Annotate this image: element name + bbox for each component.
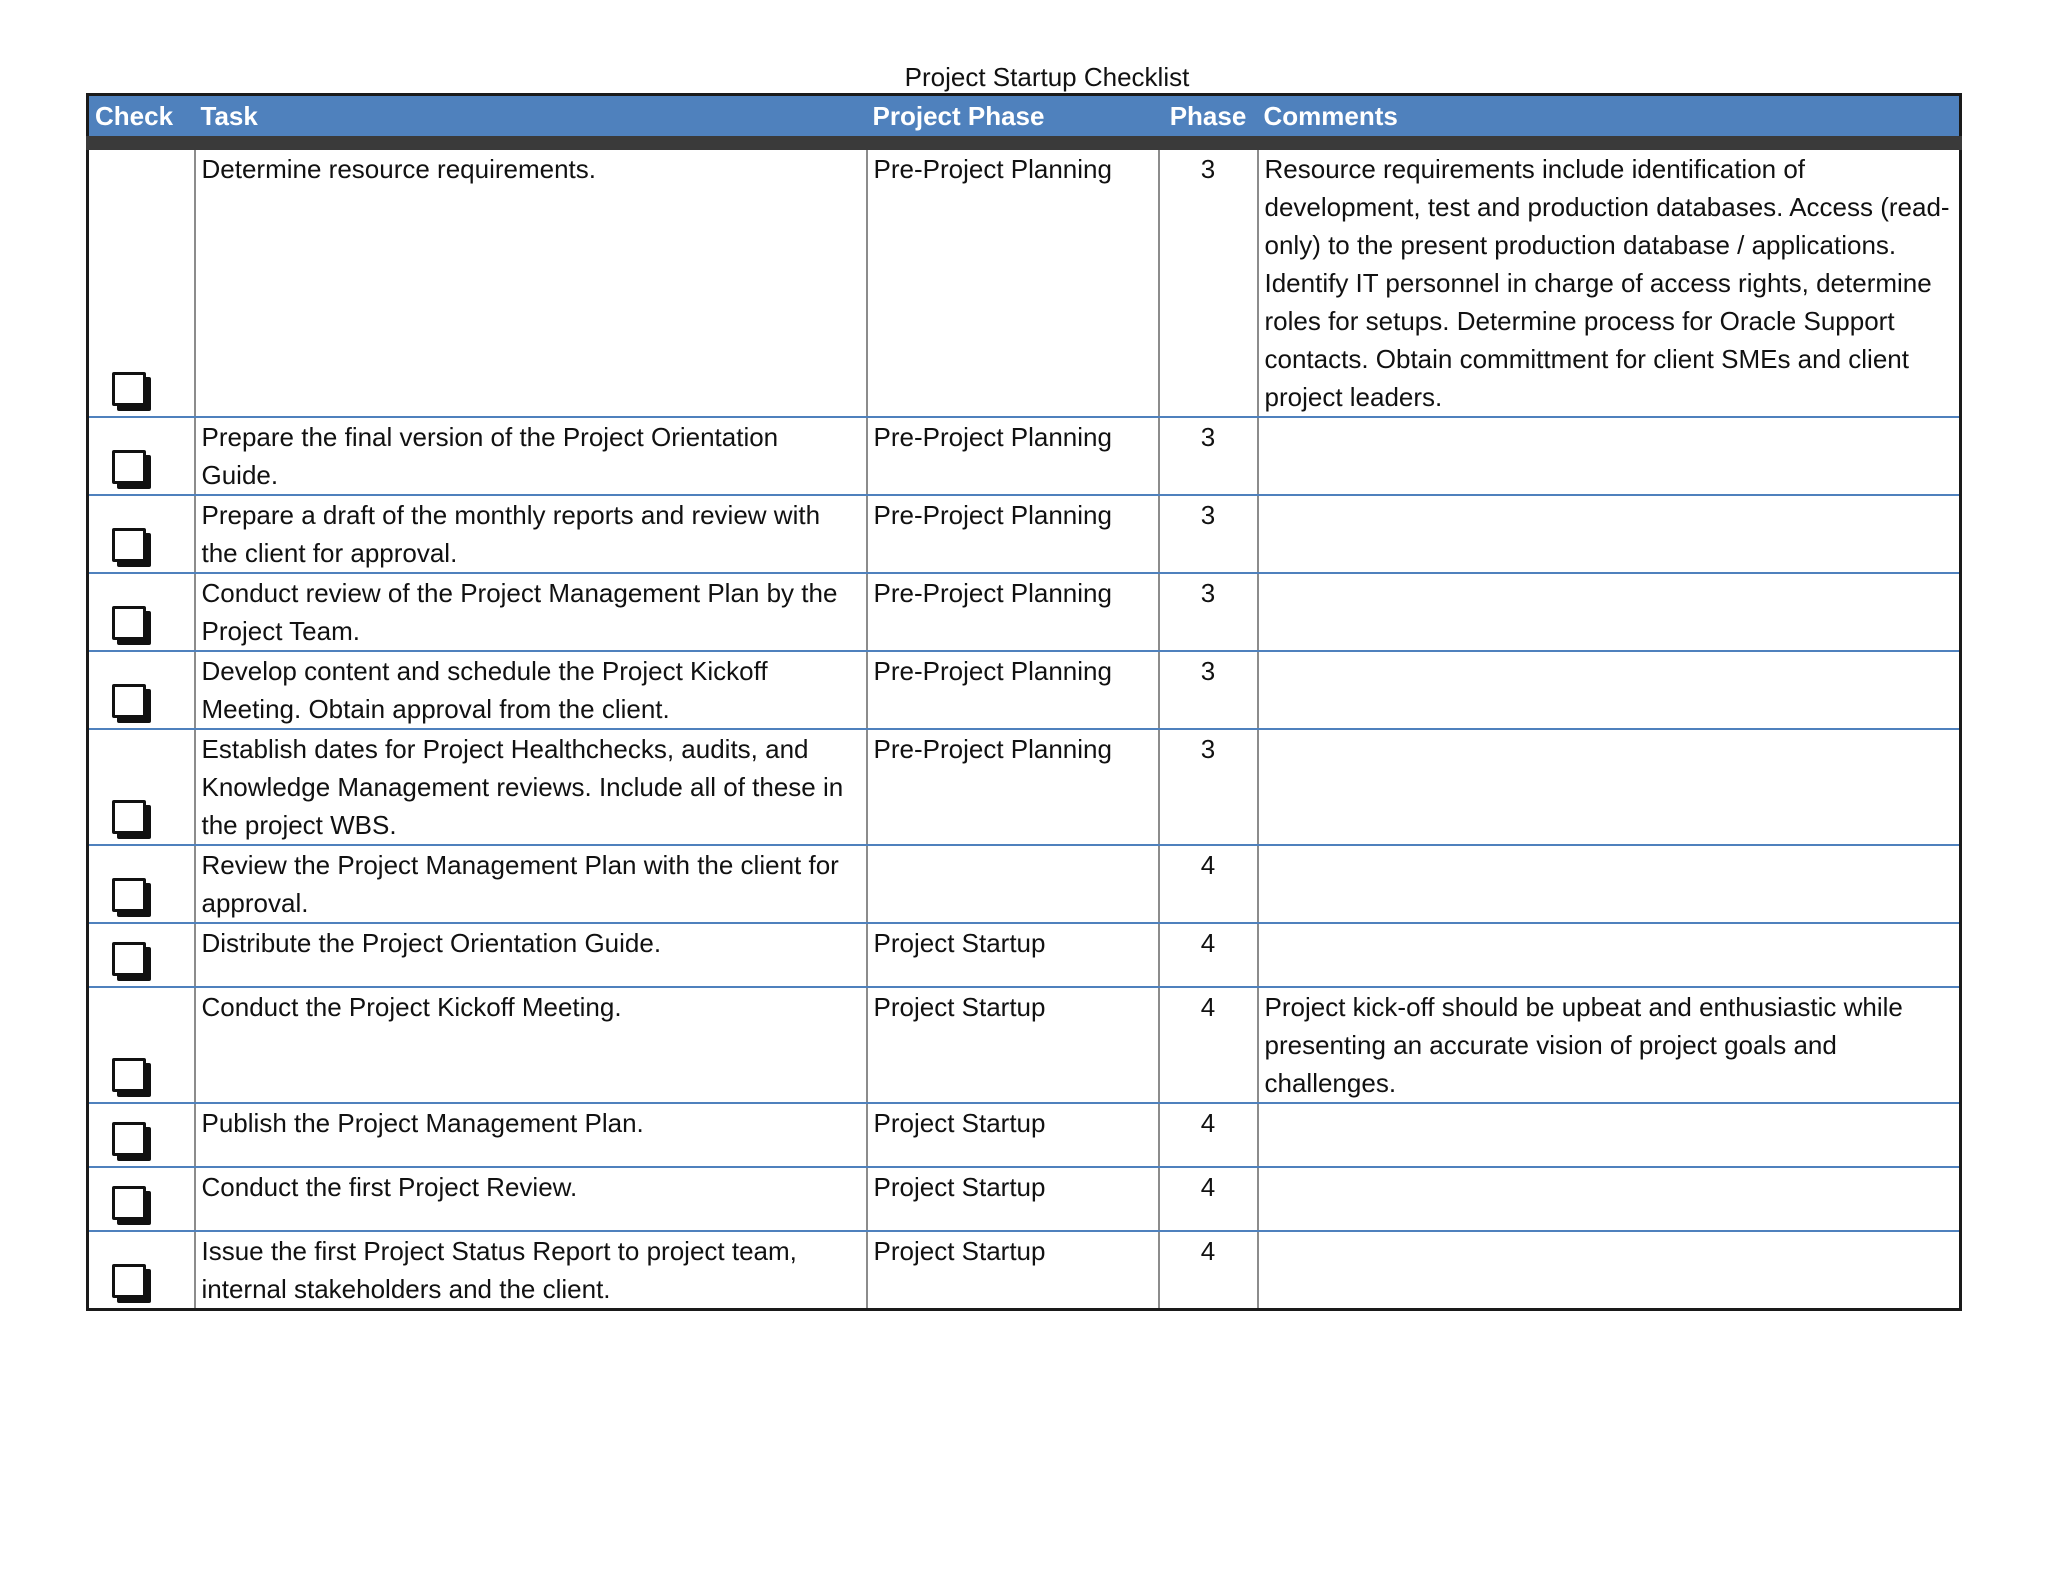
column-header-task: Task: [195, 95, 867, 144]
project-phase-cell: Pre-Project Planning: [867, 143, 1159, 417]
checkbox[interactable]: [112, 1058, 146, 1092]
project-phase-cell: Project Startup: [867, 987, 1159, 1103]
check-cell: [88, 987, 195, 1103]
table-row: [88, 495, 1961, 573]
checkbox[interactable]: [112, 372, 146, 406]
checklist-table: [86, 93, 1962, 1311]
project-phase-cell: Pre-Project Planning: [867, 573, 1159, 651]
column-header-comments: Comments: [1258, 95, 1961, 144]
check-cell: [88, 1167, 195, 1231]
phase-cell: 3: [1159, 495, 1258, 573]
comments-cell: Resource requirements include identification of development, test and production databases. Access (read-only) to the present production database / applications. Identify IT personnel in charge of access rights, determine roles for setups. Determine process for Oracle Support contacts. Obtain committment for client SMEs and client project leaders.: [1258, 143, 1961, 417]
table-row: [88, 1167, 1961, 1231]
comments-cell: [1258, 1231, 1961, 1310]
check-cell: [88, 1231, 195, 1310]
comments-cell: Project kick-off should be upbeat and enthusiastic while presenting an accurate vision of project goals and challenges.: [1258, 987, 1961, 1103]
phase-cell: 4: [1159, 923, 1258, 987]
project-phase-cell: Project Startup: [867, 1103, 1159, 1167]
comments-cell: [1258, 495, 1961, 573]
check-cell: [88, 923, 195, 987]
comments-cell: [1258, 1103, 1961, 1167]
table-row: [88, 923, 1961, 987]
project-phase-cell: Pre-Project Planning: [867, 729, 1159, 845]
project-phase-cell: Pre-Project Planning: [867, 651, 1159, 729]
task-cell: Prepare the final version of the Project Orientation Guide.: [195, 417, 867, 495]
page-title: Project Startup Checklist: [904, 62, 1190, 92]
check-cell: [88, 1103, 195, 1167]
task-cell: Issue the first Project Status Report to project team, internal stakeholders and the client.: [195, 1231, 867, 1310]
comments-cell: [1258, 1167, 1961, 1231]
phase-cell: 3: [1159, 143, 1258, 417]
task-cell: Conduct review of the Project Management Plan by the Project Team.: [195, 573, 867, 651]
comments-cell: [1258, 923, 1961, 987]
table-row: [88, 651, 1961, 729]
phase-cell: 4: [1159, 1231, 1258, 1310]
comments-cell: [1258, 573, 1961, 651]
table-row: [88, 1231, 1961, 1310]
check-cell: [88, 573, 195, 651]
column-header-phase: Phase: [1159, 95, 1258, 144]
checkbox[interactable]: [112, 606, 146, 640]
check-cell: [88, 417, 195, 495]
check-cell: [88, 845, 195, 923]
table-row: [88, 143, 1961, 417]
header-row: [88, 95, 1961, 144]
task-cell: Review the Project Management Plan with the client for approval.: [195, 845, 867, 923]
column-header-check: Check: [88, 95, 195, 144]
phase-cell: 3: [1159, 651, 1258, 729]
table-row: [88, 573, 1961, 651]
checkbox[interactable]: [112, 684, 146, 718]
checkbox[interactable]: [112, 528, 146, 562]
task-cell: Determine resource requirements.: [195, 143, 867, 417]
table-row: [88, 417, 1961, 495]
project-phase-cell: Project Startup: [867, 1167, 1159, 1231]
table-row: [88, 1103, 1961, 1167]
checkbox[interactable]: [112, 800, 146, 834]
phase-cell: 3: [1159, 729, 1258, 845]
table-row: [88, 729, 1961, 845]
task-cell: Publish the Project Management Plan.: [195, 1103, 867, 1167]
task-cell: Conduct the first Project Review.: [195, 1167, 867, 1231]
task-cell: Prepare a draft of the monthly reports and review with the client for approval.: [195, 495, 867, 573]
phase-cell: 4: [1159, 987, 1258, 1103]
checkbox[interactable]: [112, 878, 146, 912]
task-cell: Develop content and schedule the Project Kickoff Meeting. Obtain approval from the client.: [195, 651, 867, 729]
checkbox[interactable]: [112, 450, 146, 484]
comments-cell: [1258, 845, 1961, 923]
task-cell: Establish dates for Project Healthchecks, audits, and Knowledge Management reviews. Include all of these in the project WBS.: [195, 729, 867, 845]
phase-cell: 4: [1159, 1167, 1258, 1231]
project-phase-cell: [867, 845, 1159, 923]
check-cell: [88, 729, 195, 845]
comments-cell: [1258, 729, 1961, 845]
phase-cell: 3: [1159, 573, 1258, 651]
check-cell: [88, 143, 195, 417]
check-cell: [88, 651, 195, 729]
check-cell: [88, 495, 195, 573]
project-phase-cell: Pre-Project Planning: [867, 495, 1159, 573]
table-row: [88, 845, 1961, 923]
phase-cell: 3: [1159, 417, 1258, 495]
checkbox[interactable]: [112, 942, 146, 976]
project-phase-cell: Project Startup: [867, 1231, 1159, 1310]
project-phase-cell: Project Startup: [867, 923, 1159, 987]
task-cell: Distribute the Project Orientation Guide.: [195, 923, 867, 987]
comments-cell: [1258, 417, 1961, 495]
task-cell: Conduct the Project Kickoff Meeting.: [195, 987, 867, 1103]
checkbox[interactable]: [112, 1186, 146, 1220]
phase-cell: 4: [1159, 1103, 1258, 1167]
checkbox[interactable]: [112, 1264, 146, 1298]
table-row: [88, 987, 1961, 1103]
phase-cell: 4: [1159, 845, 1258, 923]
column-header-project-phase: Project Phase: [867, 95, 1159, 144]
project-phase-cell: Pre-Project Planning: [867, 417, 1159, 495]
comments-cell: [1258, 651, 1961, 729]
checkbox[interactable]: [112, 1122, 146, 1156]
